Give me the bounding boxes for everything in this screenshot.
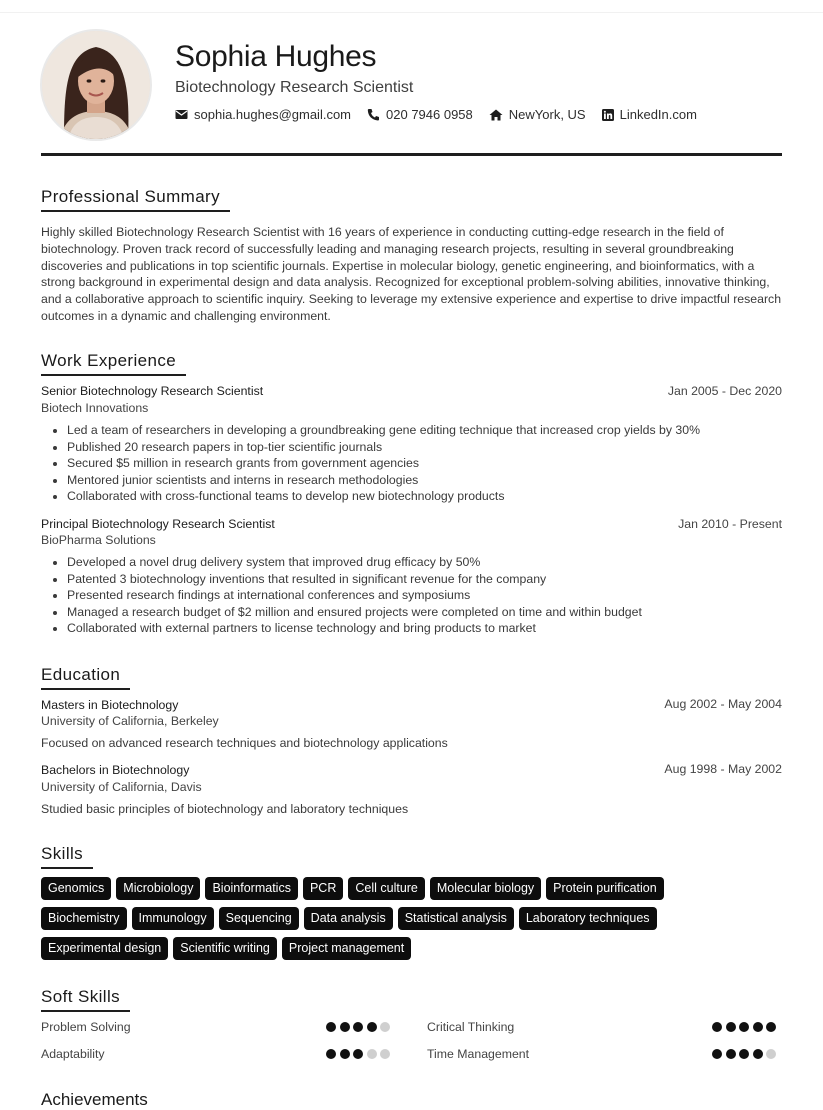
rating-dot-filled [739, 1049, 749, 1059]
list-item: • Collaborated with cross-functional teams to develop new biotechnology products [67, 488, 797, 505]
list-item: • Patented 3 biotechnology inventions that resulted in significant revenue for the company [67, 571, 797, 588]
rating-dot-filled [326, 1049, 336, 1059]
degree-dates: Aug 2002 - May 2004 [664, 697, 782, 711]
skill-chip: Data analysis [304, 907, 393, 930]
skill-rating [326, 1022, 394, 1032]
summary-text: Highly skilled Biotechnology Research Scientist with 16 years of experience in conducting cutting-edge research in the field of biotechnology. Proven track record of successfully leading and managing research projects, resulting in several groundbreaking discoveries and publications in top scientific journals. Expertise in molecular biology, genetic engineering, and bioinformatics, with a strong background in experimental design and data analysis. Recognized for exceptional problem-solving abilities, innovative thinking, and a collaborative approach to scientific inquiry. Seeking to leverage my extensive experience and expertise to drive impactful research outcomes in a dynamic and challenging environment. [41, 225, 782, 323]
rating-dot-filled [353, 1022, 363, 1032]
rating-dot-filled [712, 1022, 722, 1032]
email-text: sophia.hughes@gmail.com [194, 107, 352, 122]
rating-dot-empty [367, 1049, 377, 1059]
job-company: Biotech Innovations [41, 401, 149, 415]
skill-chip: Sequencing [219, 907, 299, 930]
skill-chip: Scientific writing [173, 937, 277, 960]
skill-chip: PCR [303, 877, 343, 900]
rating-dot-filled [753, 1022, 763, 1032]
job-company: BioPharma Solutions [41, 533, 156, 547]
location-text: NewYork, US [508, 107, 586, 122]
skills-list [41, 877, 741, 967]
contact-linkedin[interactable] [602, 107, 697, 122]
skill-chip: Project management [282, 937, 411, 960]
job-bullets [41, 422, 797, 505]
degree-title: Bachelors in Biotechnology [41, 763, 190, 777]
skill-rating [712, 1022, 780, 1032]
skill-chip: Experimental design [41, 937, 168, 960]
job-dates: Jan 2005 - Dec 2020 [667, 384, 782, 398]
skill-chip: Immunology [132, 907, 214, 930]
rating-dot-filled [340, 1022, 350, 1032]
rating-dot-filled [753, 1049, 763, 1059]
soft-skills-heading: Soft Skills [41, 987, 130, 1012]
rating-dot-empty [380, 1049, 390, 1059]
degree-description: Focused on advanced research techniques and biotechnology applications [41, 736, 448, 750]
list-item: • Secured $5 million in research grants from government agencies [67, 455, 797, 472]
rating-dot-filled [326, 1022, 336, 1032]
skill-rating [712, 1049, 780, 1059]
list-item: • Mentored junior scientists and interns in research methodologies [67, 472, 797, 489]
rating-dot-filled [353, 1049, 363, 1059]
skill-chip: Bioinformatics [205, 877, 298, 900]
rating-dot-filled [367, 1022, 377, 1032]
rating-dot-filled [766, 1022, 776, 1032]
school-name: University of California, Berkeley [41, 714, 219, 728]
envelope-icon [175, 109, 188, 120]
list-item: • Led a team of researchers in developing a groundbreaking gene editing technique that increased crop yields by 30% [67, 422, 797, 439]
job-title: Senior Biotechnology Research Scientist [41, 384, 264, 398]
achievements-heading: Achievements [41, 1090, 148, 1109]
list-item: • Developed a novel drug delivery system that improved drug efficacy by 50% [67, 554, 797, 571]
skill-chip: Biochemistry [41, 907, 127, 930]
contact-row [175, 107, 713, 122]
rating-dot-filled [340, 1049, 350, 1059]
soft-skill-label: Problem Solving [41, 1020, 131, 1034]
candidate-title: Biotechnology Research Scientist [175, 79, 414, 96]
skill-chip: Microbiology [116, 877, 200, 900]
phone-text: 020 7946 0958 [386, 107, 473, 122]
skill-chip: Cell culture [348, 877, 425, 900]
top-strip [0, 0, 823, 13]
candidate-name: Sophia Hughes [175, 40, 377, 73]
summary-heading: Professional Summary [41, 187, 230, 212]
rating-dot-filled [726, 1049, 736, 1059]
phone-icon [367, 108, 380, 121]
linkedin-icon [602, 109, 614, 121]
list-item: • Collaborated with external partners to license technology and bring products to market [67, 620, 797, 637]
skill-chip: Statistical analysis [398, 907, 514, 930]
home-icon [489, 109, 503, 121]
skill-rating [326, 1049, 394, 1059]
experience-heading: Work Experience [41, 351, 186, 376]
job-title: Principal Biotechnology Research Scientist [41, 517, 275, 531]
list-item: • Published 20 research papers in top-tier scientific journals [67, 439, 797, 456]
avatar [40, 29, 152, 141]
skill-chip: Molecular biology [430, 877, 541, 900]
contact-location [489, 107, 586, 122]
linkedin-text: LinkedIn.com [619, 107, 697, 122]
skills-heading: Skills [41, 844, 93, 869]
rating-dot-filled [739, 1022, 749, 1032]
list-item: • Managed a research budget of $2 million and ensured projects were completed on time and within budget [67, 604, 797, 621]
job-bullets [41, 554, 797, 637]
contact-phone[interactable] [367, 107, 473, 122]
degree-title: Masters in Biotechnology [41, 698, 179, 712]
contact-email[interactable] [175, 107, 351, 122]
soft-skill-label: Time Management [427, 1047, 530, 1061]
list-item: • Presented research findings at international conferences and symposiums [67, 587, 797, 604]
rating-dot-empty [380, 1022, 390, 1032]
skill-chip: Protein purification [546, 877, 664, 900]
education-heading: Education [41, 665, 130, 690]
rating-dot-filled [726, 1022, 736, 1032]
job-dates: Jan 2010 - Present [678, 517, 782, 531]
soft-skill-label: Adaptability [41, 1047, 105, 1061]
rating-dot-empty [766, 1049, 776, 1059]
degree-description: Studied basic principles of biotechnology and laboratory techniques [41, 802, 409, 816]
skill-chip: Laboratory techniques [519, 907, 657, 930]
school-name: University of California, Davis [41, 780, 202, 794]
header-divider [41, 153, 782, 156]
rating-dot-filled [712, 1049, 722, 1059]
degree-dates: Aug 1998 - May 2002 [664, 762, 782, 776]
skill-chip: Genomics [41, 877, 111, 900]
soft-skill-label: Critical Thinking [427, 1020, 515, 1034]
